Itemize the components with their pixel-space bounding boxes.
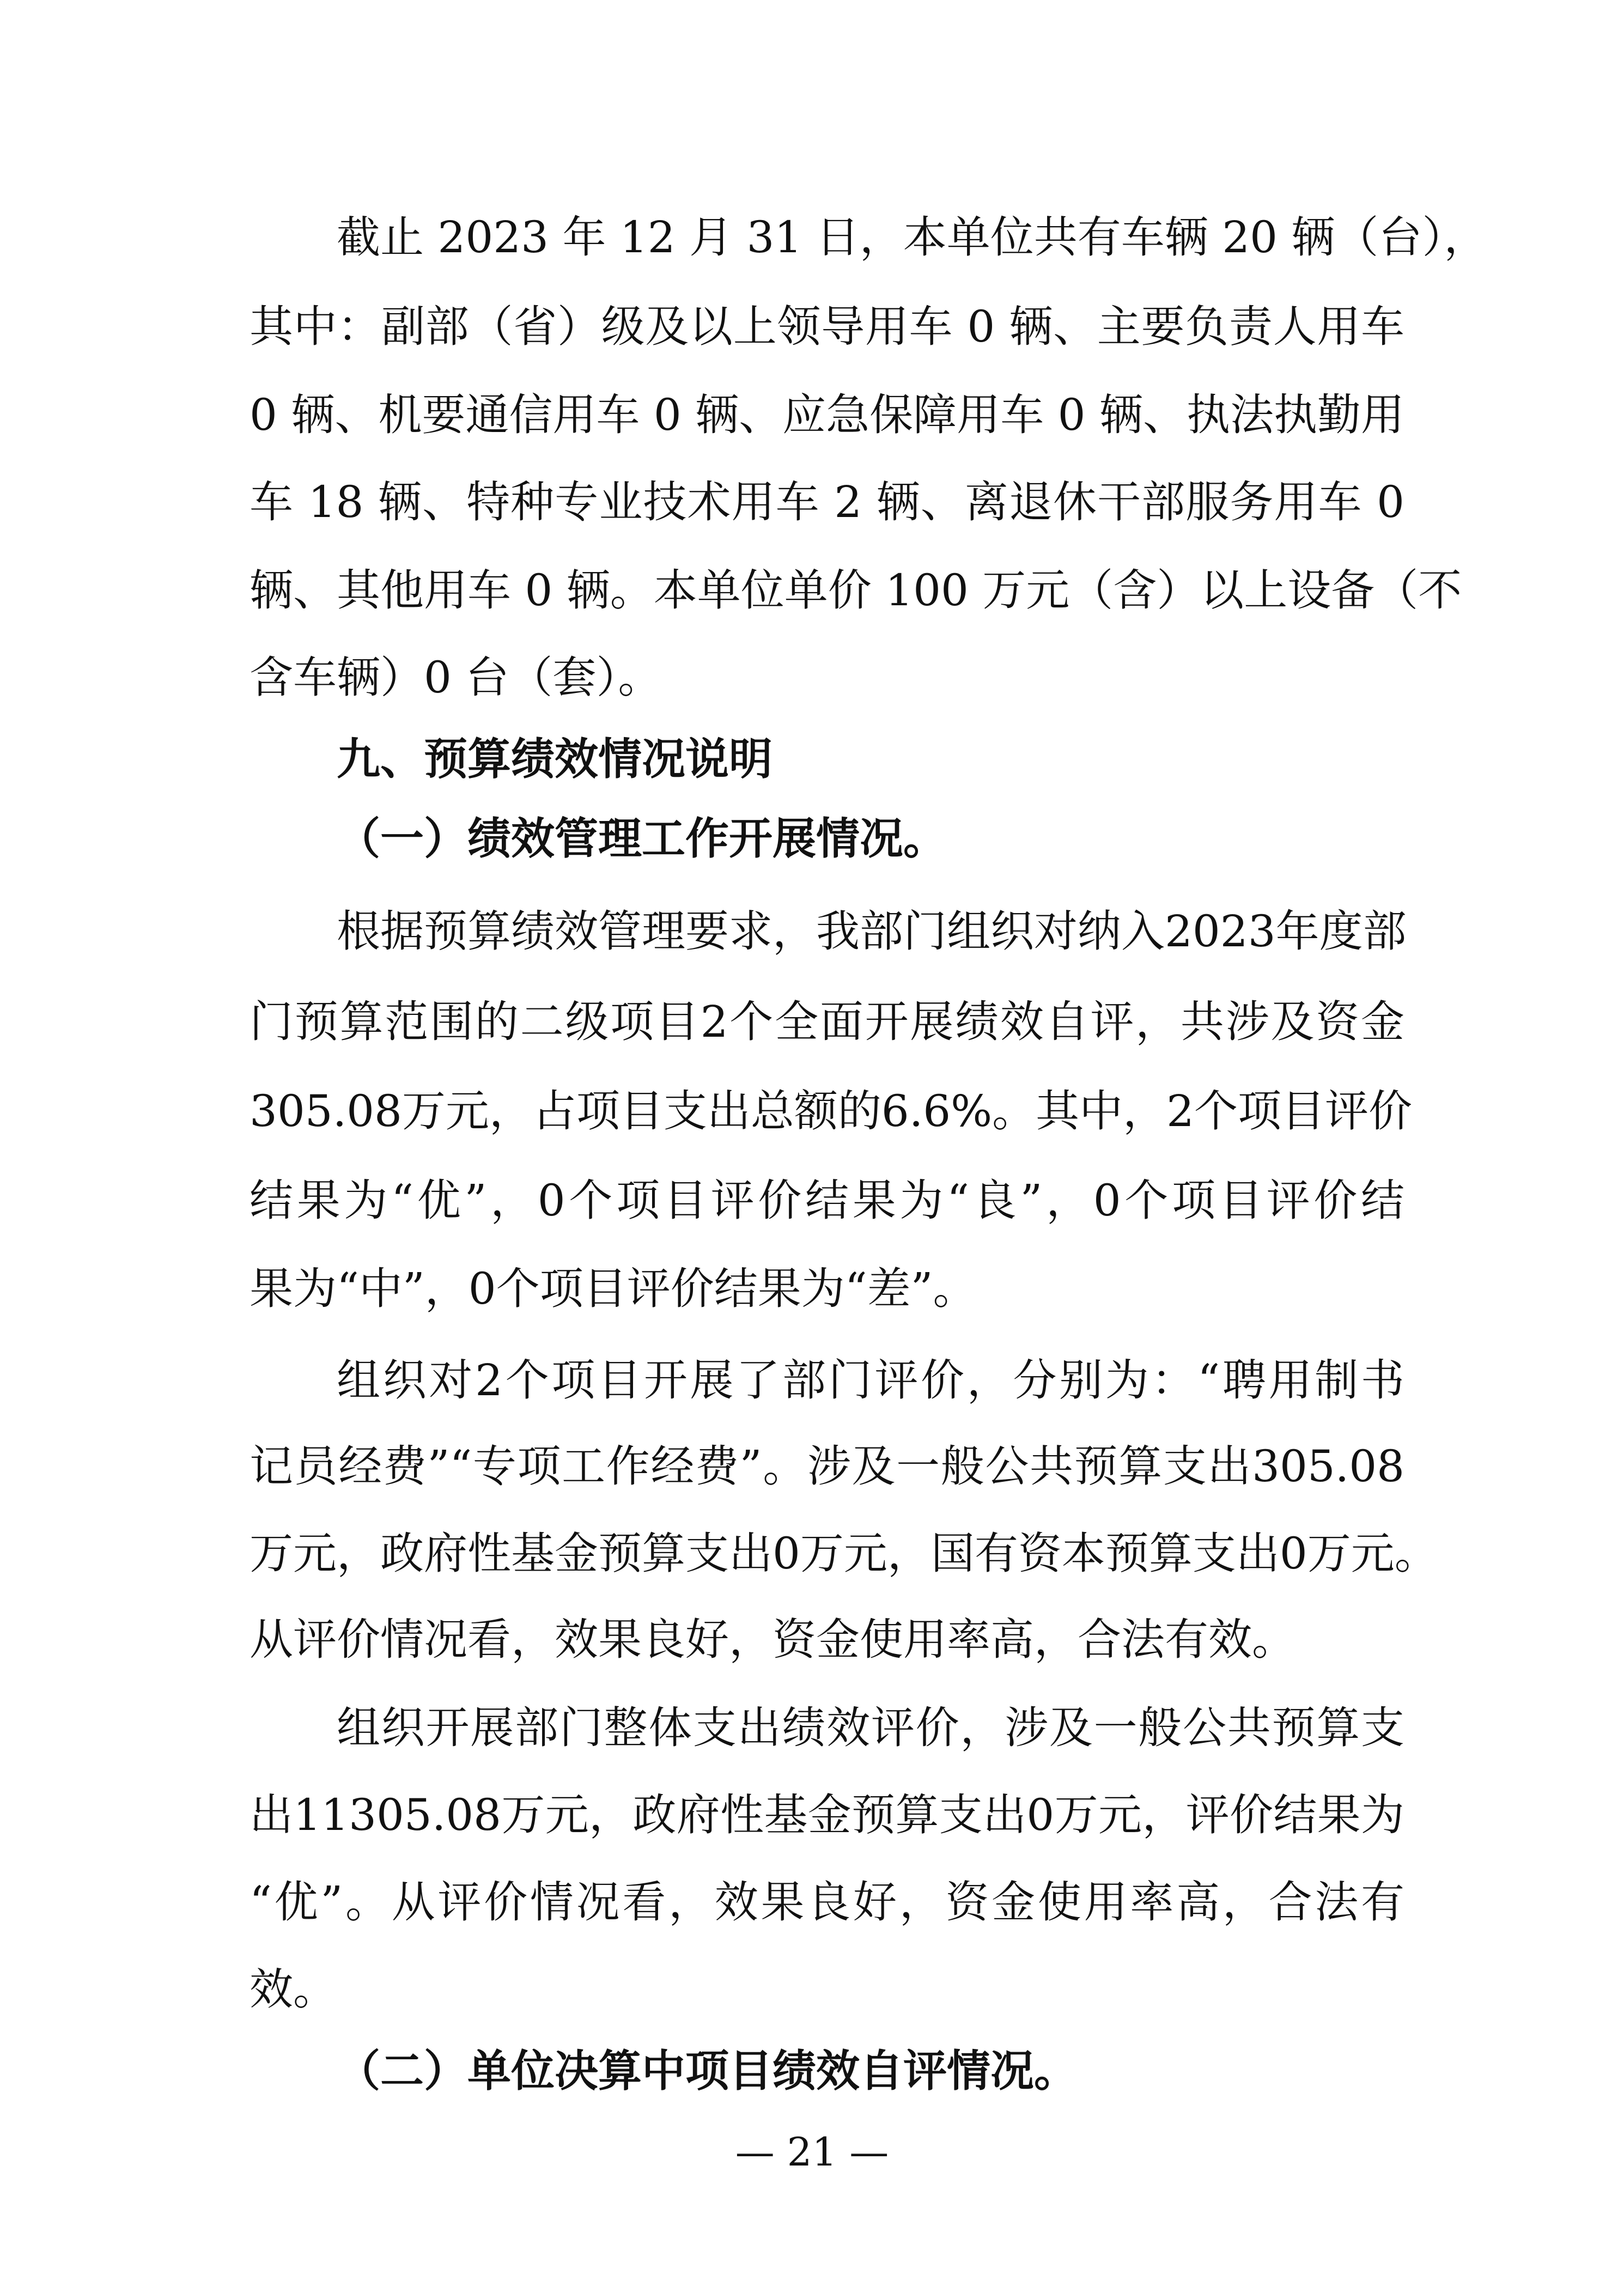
sub-heading: （一）绩效管理工作开展情况。 (337, 813, 947, 864)
paragraph-line: 从评价情况看，效果良好，资金使用率高，合法有效。 (250, 1614, 1295, 1665)
paragraph-line: 记员经费”“专项工作经费”。涉及一般公共预算支出305.08 (250, 1441, 1404, 1492)
paragraph-line: 根据预算绩效管理要求，我部门组织对纳入2023年度部 (337, 906, 1407, 957)
paragraph-line: 出11305.08万元，政府性基金预算支出0万元，评价结果为 (250, 1790, 1404, 1840)
section-heading: 九、预算绩效情况说明 (337, 734, 773, 784)
sub-heading: （二）单位决算中项目绩效自评情况。 (337, 2046, 1078, 2096)
paragraph-line: 门预算范围的二级项目2个全面开展绩效自评，共涉及资金 (250, 996, 1404, 1047)
paragraph-line: “优”。从评价情况看，效果良好，资金使用率高，合法有 (250, 1877, 1404, 1927)
paragraph-line: 辆、其他用车 0 辆。本单位单价 100 万元（含）以上设备（不 (250, 565, 1462, 616)
paragraph-line: 截止 2023 年 12 月 31 日，本单位共有车辆 20 辆（台）， (337, 212, 1488, 263)
paragraph-line: 果为“中”，0个项目评价结果为“差”。 (250, 1263, 977, 1314)
paragraph-line: 车 18 辆、特种专业技术用车 2 辆、离退休干部服务用车 0 (250, 477, 1404, 527)
paragraph-line: 305.08万元，占项目支出总额的6.6%。其中，2个项目评价 (250, 1086, 1413, 1136)
paragraph-line: 其中：副部（省）级及以上领导用车 0 辆、主要负责人用车 (250, 301, 1404, 352)
paragraph-line: 含车辆）0 台（套）。 (250, 652, 662, 703)
paragraph-line: 效。 (250, 1964, 337, 2015)
paragraph-line: 万元，政府性基金预算支出0万元，国有资本预算支出0万元。 (250, 1528, 1438, 1579)
paragraph-line: 组织开展部门整体支出绩效评价，涉及一般公共预算支 (337, 1702, 1404, 1753)
paragraph-line: 结果为“优”，0个项目评价结果为“良”，0个项目评价结 (250, 1175, 1404, 1226)
page-number: — 21 — (735, 2129, 889, 2175)
paragraph-line: 0 辆、机要通信用车 0 辆、应急保障用车 0 辆、执法执勤用 (250, 390, 1404, 440)
paragraph-line: 组织对2个项目开展了部门评价，分别为：“聘用制书 (337, 1355, 1404, 1406)
